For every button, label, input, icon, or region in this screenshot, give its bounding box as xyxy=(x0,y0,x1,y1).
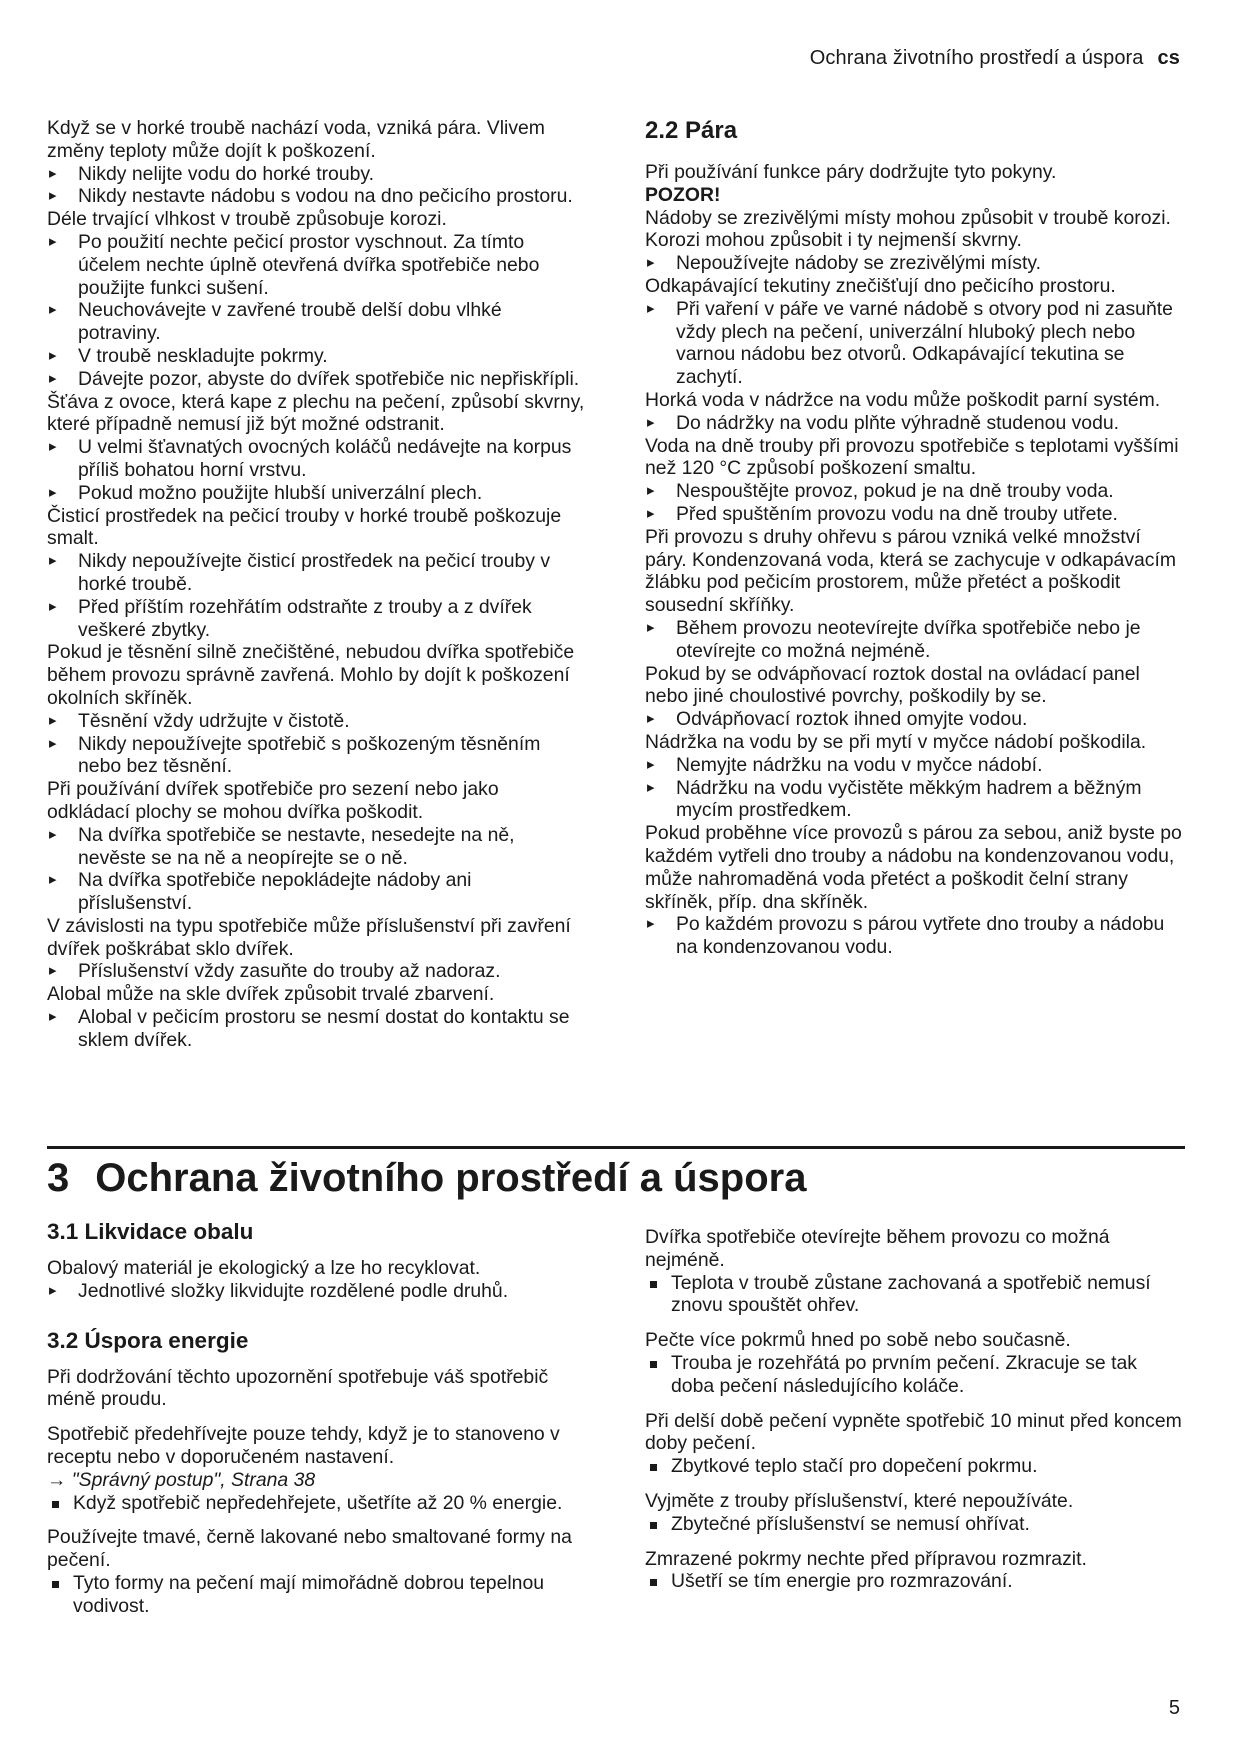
section-number: 3 xyxy=(47,1156,70,1200)
result-item: Trouba je rozehřátá po prvním pečení. Zkracuje se tak doba pečení následujícího koláče. xyxy=(645,1352,1185,1398)
paragraph: V závislosti na typu spotřebiče může příslušenství při zavření dvířek poškrábat sklo dvířek. xyxy=(47,914,571,960)
instruction-item: ▸ Alobal v pečicím prostoru se nesmí dostat do kontaktu se sklem dvířek. xyxy=(47,1006,587,1052)
instruction-item: ▸ Nádržku na vodu vyčistěte měkkým hadrem a běžným mycím prostředkem. xyxy=(645,777,1185,823)
paragraph: Při provozu s druhy ohřevu s párou vzniká velké množství páry. Kondenzovaná voda, která se zachycuje v odkapávacím žlábku pod pečicím prostorem, může přetéct a poškodit sousední skříňky. xyxy=(645,525,1177,617)
cross-reference-link[interactable]: → "Správný postup", Strana 38 xyxy=(47,1468,316,1491)
paragraph: Šťáva z ovoce, která kape z plechu na pečení, způsobí skvrny, které případně nemusí již být možné odstranit. xyxy=(47,390,585,436)
subsection-heading-energy: 3.2 Úspora energie xyxy=(47,1327,249,1353)
paragraph: Alobal může na skle dvířek způsobit trvalé zbarvení. xyxy=(47,983,495,1006)
paragraph: Zmrazené pokrmy nechte před přípravou rozmrazit. xyxy=(645,1547,1087,1570)
instruction-item: ▸ Nikdy nepoužívejte čisticí prostředek na pečicí trouby v horké troubě. xyxy=(47,550,587,596)
paragraph: Odkapávající tekutiny znečišťují dno pečicího prostoru. xyxy=(645,274,1116,297)
paragraph: Používejte tmavé, černě lakované nebo smaltované formy na pečení. xyxy=(47,1526,572,1572)
paragraph: Při dodržování těchto upozornění spotřebuje váš spotřebič méně proudu. xyxy=(47,1365,549,1411)
instruction-item: ▸ Těsnění vždy udržujte v čistotě. xyxy=(47,710,587,733)
paragraph: Pokud by se odvápňovací roztok dostal na ovládací panel nebo jiné choulostivé povrchy, poškodily by se. xyxy=(645,662,1140,708)
paragraph: Čisticí prostředek na pečicí trouby v horké troubě poškozuje smalt. xyxy=(47,504,562,550)
paragraph: Vyjměte z trouby příslušenství, které nepoužíváte. xyxy=(645,1489,1074,1512)
paragraph: Obalový materiál je ekologický a lze ho recyklovat. xyxy=(47,1257,481,1279)
instruction-item: ▸ Nespouštějte provoz, pokud je na dně trouby voda. xyxy=(645,480,1185,503)
result-item: Teplota v troubě zůstane zachovaná a spotřebič nemusí znovu spouštět ohřev. xyxy=(645,1272,1185,1318)
running-header xyxy=(810,47,1180,70)
instruction-item: ▸ Nemyjte nádržku na vodu v myčce nádobí. xyxy=(645,754,1185,777)
paragraph: Dvířka spotřebiče otevírejte během provozu co možná nejméně. xyxy=(645,1226,1110,1271)
result-item: Tyto formy na pečení mají mimořádně dobrou tepelnou vodivost. xyxy=(47,1572,587,1618)
section-title-text: Ochrana životního prostředí a úspora xyxy=(95,1156,807,1200)
instruction-item: ▸ Před spuštěním provozu vodu na dně trouby utřete. xyxy=(645,503,1185,526)
instruction-item: ▸ Pokud možno použijte hlubší univerzální plech. xyxy=(47,482,587,505)
warning-label: POZOR! xyxy=(645,183,721,206)
paragraph: Pokud je těsnění silně znečištěné, nebudou dvířka spotřebiče během provozu správně zavřená. Mohlo by dojít k poškození okolních skříněk. xyxy=(47,641,575,709)
instruction-item: ▸ Na dvířka spotřebiče se nestavte, nesedejte na ně, nevěste se na ně a neopírejte se o ně. xyxy=(47,824,587,870)
left-column-top xyxy=(47,117,587,1052)
paragraph: Při delší době pečení vypněte spotřebič 10 minut před koncem doby pečení. xyxy=(645,1409,1182,1455)
language-code: cs xyxy=(1157,47,1180,69)
paragraph: Pečte více pokrmů hned po sobě nebo současně. xyxy=(645,1329,1071,1352)
instruction-item: ▸ Na dvířka spotřebiče nepokládejte nádoby ani příslušenství. xyxy=(47,869,587,915)
instruction-item: ▸ Nikdy nepoužívejte spotřebič s poškozeným těsněním nebo bez těsnění. xyxy=(47,733,587,779)
instruction-item: ▸ Před příštím rozehřátím odstraňte z trouby a z dvířek veškeré zbytky. xyxy=(47,596,587,642)
instruction-item: ▸ Dávejte pozor, abyste do dvířek spotřebiče nic nepřiskřípli. xyxy=(47,368,587,391)
instruction-item: ▸ Po použití nechte pečicí prostor vyschnout. Za tímto účelem nechte úplně otevřená dvířka spotřebiče nebo použijte funkci sušení. xyxy=(47,231,587,299)
page-number: 5 xyxy=(1168,1697,1180,1719)
instruction-item: ▸ V troubě neskladujte pokrmy. xyxy=(47,345,587,368)
paragraph: Při používání funkce páry dodržujte tyto pokyny. xyxy=(645,161,1057,183)
instruction-item: ▸ Nikdy nestavte nádobu s vodou na dno pečicího prostoru. xyxy=(47,185,587,208)
paragraph: Nádoby se zrezivělými místy mohou způsobit v troubě korozi. Korozi mohou způsobit i ty nejmenší skvrny. xyxy=(645,206,1171,252)
paragraph: Když se v horké troubě nachází voda, vzniká pára. Vlivem změny teploty může dojít k poškození. xyxy=(47,117,545,162)
section-title xyxy=(47,1155,806,1201)
instruction-item: ▸ Nikdy nelijte vodu do horké trouby. xyxy=(47,163,587,186)
paragraph: Spotřebič předehřívejte pouze tehdy, když je to stanoveno v receptu nebo v doporučeném nastavení. xyxy=(47,1423,560,1468)
paragraph: Pokud proběhne více provozů s párou za sebou, aniž byste po každém vytřeli dno trouby a nádobu na kondenzovanou vodu, může nahromaděná voda přetéct a poškodit čelní strany skříněk, příp. dna skříněk. xyxy=(645,822,1182,913)
instruction-item: ▸ Odvápňovací roztok ihned omyjte vodou. xyxy=(645,708,1185,731)
subsection-heading-packaging: 3.1 Likvidace obalu xyxy=(47,1219,254,1244)
paragraph: Voda na dně trouby při provozu spotřebiče s teplotami vyššími než 120 °C způsobí poškození smaltu. xyxy=(645,434,1179,480)
paragraph: Horká voda v nádržce na vodu může poškodit parní systém. xyxy=(645,388,1161,411)
paragraph: Při používání dvířek spotřebiče pro sezení nebo jako odkládací plochy se mohou dvířka poškodit. xyxy=(47,778,499,823)
left-column-bottom xyxy=(47,1218,587,1618)
subsection-heading-steam: 2.2 Pára xyxy=(645,117,738,144)
paragraph: Nádržka na vodu by se při mytí v myčce nádobí poškodila. xyxy=(645,730,1147,753)
instruction-item: ▸ Neuchovávejte v zavřené troubě delší dobu vlhké potraviny. xyxy=(47,299,587,345)
right-column-top xyxy=(645,117,1185,959)
result-item: Ušetří se tím energie pro rozmrazování. xyxy=(645,1570,1185,1593)
result-item: Když spotřebič nepředehřejete, ušetříte až 20 % energie. xyxy=(47,1492,587,1515)
result-item: Zbytečné příslušenství se nemusí ohřívat. xyxy=(645,1513,1185,1536)
instruction-item: ▸ Do nádržky na vodu plňte výhradně studenou vodu. xyxy=(645,412,1185,435)
instruction-item: ▸ Jednotlivé složky likvidujte rozdělené podle druhů. xyxy=(47,1280,587,1303)
instruction-item: ▸ Při vaření v páře ve varné nádobě s otvory pod ni zasuňte vždy plech na pečení, univerzální hluboký plech nebo varnou nádobu bez otvorů. Odkapávající tekutina se zachytí. xyxy=(645,298,1185,389)
section-divider xyxy=(47,1146,1185,1149)
instruction-item: ▸ U velmi šťavnatých ovocných koláčů nedávejte na korpus příliš bohatou horní vrstvu. xyxy=(47,436,587,482)
instruction-item: ▸ Příslušenství vždy zasuňte do trouby až nadoraz. xyxy=(47,960,587,983)
result-item: Zbytkové teplo stačí pro dopečení pokrmu. xyxy=(645,1455,1185,1478)
paragraph: Déle trvající vlhkost v troubě způsobuje korozi. xyxy=(47,208,447,231)
header-title: Ochrana životního prostředí a úspora xyxy=(809,47,1144,69)
instruction-item: ▸ Během provozu neotevírejte dvířka spotřebiče nebo je otevírejte co možná nejméně. xyxy=(645,617,1185,663)
instruction-item: ▸ Nepoužívejte nádoby se zrezivělými místy. xyxy=(645,252,1185,275)
instruction-item: ▸ Po každém provozu s párou vytřete dno trouby a nádobu na kondenzovanou vodu. xyxy=(645,913,1185,959)
right-column-bottom xyxy=(645,1226,1185,1593)
